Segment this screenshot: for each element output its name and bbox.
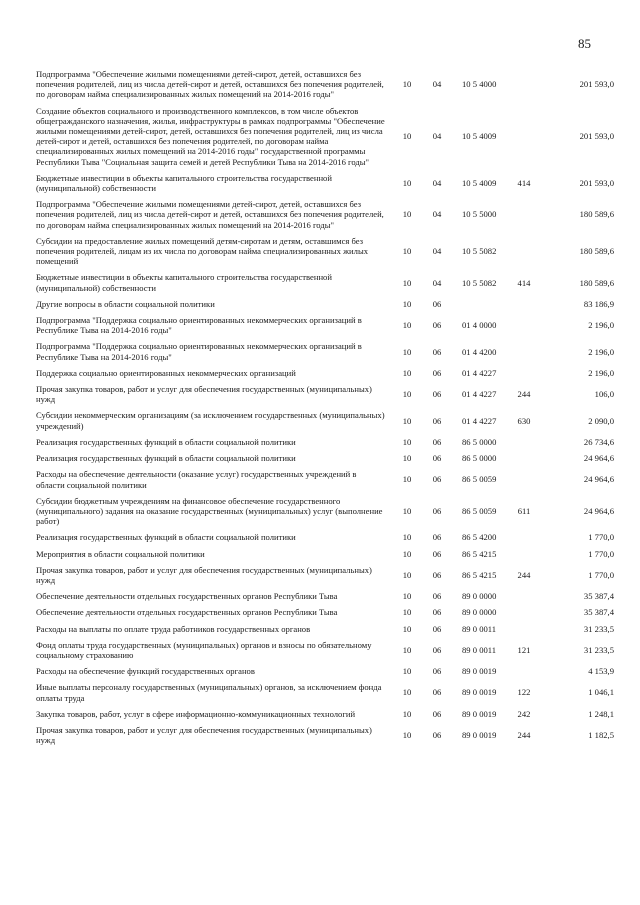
row-name: Расходы на обеспечение функций государственных органов: [36, 666, 255, 677]
row-section: 10: [402, 246, 412, 257]
row-subsection: 06: [432, 474, 442, 485]
row-section: 10: [402, 79, 412, 90]
row-subsection: 04: [432, 177, 442, 188]
row-expense-type: [510, 233, 538, 270]
row-name: Субсидии бюджетным учреждениям на финансовое обеспечение государственного (муниципального) задания на оказание государственных (муниципальных) услуг (выполнение работ): [36, 495, 383, 527]
row-name: Подпрограмма "Поддержка социально ориентированных некоммерческих организаций в Республике Тыва на 2014-2016 годы": [36, 315, 362, 336]
row-subsection: 06: [432, 298, 442, 309]
row-subsection: 06: [432, 367, 442, 378]
table-row: [36, 493, 614, 530]
row-name: Прочая закупка товаров, работ и услуг для обеспечения государственных (муниципальных) нужд: [36, 384, 372, 405]
row-target-code: 01 4 4227: [462, 415, 497, 426]
row-amount: 201 593,0: [579, 177, 614, 188]
row-expense-type: [510, 312, 538, 338]
row-name: Бюджетные инвестиции в объекты капитального строительства государственной (муниципальной) собственности: [36, 272, 332, 293]
table-row: [36, 103, 614, 170]
row-subsection: 04: [432, 131, 442, 142]
row-subsection: 06: [432, 548, 442, 559]
row-section: 10: [402, 591, 412, 602]
row-name: Обеспечение деятельности отдельных государственных органов Республики Тыва: [36, 607, 338, 618]
row-expense-type: [510, 103, 538, 170]
row-section: 10: [402, 209, 412, 220]
row-target-code: 01 4 4227: [462, 367, 497, 378]
row-section: 10: [402, 644, 412, 655]
row-amount: 2 196,0: [588, 346, 614, 357]
row-amount: 2 196,0: [588, 320, 614, 331]
table-row: [36, 604, 614, 620]
row-section: 10: [402, 607, 412, 618]
row-section: 10: [402, 532, 412, 543]
row-subsection: 06: [432, 607, 442, 618]
row-section: 10: [402, 569, 412, 580]
row-amount: 180 589,6: [579, 246, 614, 257]
row-section: 10: [402, 436, 412, 447]
row-section: 10: [402, 474, 412, 485]
table-row: [36, 529, 614, 545]
row-name: Расходы на выплаты по оплате труда работников государственных органов: [36, 623, 311, 634]
table-row: [36, 562, 614, 588]
row-amount: 35 387,4: [583, 591, 614, 602]
row-subsection: 04: [432, 79, 442, 90]
table-row: [36, 706, 614, 722]
row-subsection: 06: [432, 591, 442, 602]
row-expense-type: 414: [517, 177, 531, 188]
row-subsection: 06: [432, 453, 442, 464]
row-target-code: 86 5 0059: [462, 474, 497, 485]
row-section: 10: [402, 687, 412, 698]
row-amount: 35 387,4: [583, 607, 614, 618]
table-row: [36, 66, 614, 103]
row-section: 10: [402, 453, 412, 464]
row-subsection: 06: [432, 320, 442, 331]
table-row: [36, 296, 614, 312]
row-expense-type: [510, 663, 538, 679]
row-name: Подпрограмма "Обеспечение жилыми помещениями детей-сирот, детей, оставшихся без попечения родителей, лиц из числа детей-сирот и детей, оставшихся без попечения родителей, по договорам найма специализированных жилых помещений на 2014-2016 годы": [36, 199, 384, 230]
row-expense-type: [510, 588, 538, 604]
row-subsection: 04: [432, 246, 442, 257]
row-amount: 31 233,5: [583, 623, 614, 634]
row-expense-type: 242: [517, 708, 531, 719]
row-expense-type: [510, 529, 538, 545]
row-target-code: 89 0 0019: [462, 730, 497, 741]
row-amount: 83 186,9: [583, 298, 614, 309]
row-expense-type: 121: [517, 644, 531, 655]
row-section: 10: [402, 730, 412, 741]
row-amount: 201 593,0: [579, 79, 614, 90]
row-amount: 180 589,6: [579, 209, 614, 220]
row-section: 10: [402, 277, 412, 288]
row-expense-type: [510, 434, 538, 450]
row-target-code: 01 4 4200: [462, 346, 497, 357]
row-target-code: 86 5 4215: [462, 569, 497, 580]
table-row: [36, 663, 614, 679]
row-section: 10: [402, 415, 412, 426]
row-section: 10: [402, 320, 412, 331]
row-section: 10: [402, 367, 412, 378]
table-row: [36, 434, 614, 450]
row-target-code: 89 0 0019: [462, 708, 497, 719]
row-target-code: 86 5 0000: [462, 436, 497, 447]
row-target-code: 89 0 0019: [462, 687, 497, 698]
table-row: [36, 365, 614, 381]
row-subsection: 06: [432, 644, 442, 655]
row-subsection: 06: [432, 389, 442, 400]
row-subsection: 06: [432, 505, 442, 516]
row-section: 10: [402, 548, 412, 559]
row-target-code: 10 5 5000: [462, 209, 497, 220]
row-subsection: 06: [432, 623, 442, 634]
row-name: Подпрограмма "Обеспечение жилыми помещениями детей-сирот, детей, оставшихся без попечения родителей, лиц из числа детей-сирот и детей, оставшихся без попечения родителей, по договорам найма специализированных жилых помещений на 2014-2016 годы": [36, 69, 384, 100]
row-amount: 1 046,1: [588, 687, 614, 698]
row-section: 10: [402, 131, 412, 142]
table-row: [36, 407, 614, 433]
table-row: [36, 621, 614, 637]
row-target-code: 10 5 4009: [462, 177, 497, 188]
row-amount: 106,0: [594, 389, 614, 400]
budget-table: [36, 66, 614, 748]
row-expense-type: [510, 466, 538, 492]
table-row: [36, 233, 614, 270]
row-section: 10: [402, 623, 412, 634]
row-name: Обеспечение деятельности отдельных государственных органов Республики Тыва: [36, 591, 338, 602]
row-amount: 1 770,0: [588, 569, 614, 580]
row-section: 10: [402, 177, 412, 188]
row-subsection: 06: [432, 415, 442, 426]
row-subsection: 06: [432, 436, 442, 447]
row-name: Другие вопросы в области социальной политики: [36, 298, 215, 309]
row-amount: 1 770,0: [588, 532, 614, 543]
row-target-code: 86 5 0000: [462, 453, 497, 464]
row-section: 10: [402, 389, 412, 400]
row-expense-type: 611: [517, 505, 531, 516]
row-subsection: 06: [432, 346, 442, 357]
budget-table-body: [36, 66, 614, 748]
row-target-code: 10 5 4000: [462, 79, 497, 90]
row-name: Бюджетные инвестиции в объекты капитального строительства государственной (муниципальной) собственности: [36, 172, 332, 194]
row-name: Расходы на обеспечение деятельности (оказание услуг) государственных учреждений в области социальной политики: [36, 469, 357, 490]
row-target-code: 89 0 0011: [462, 623, 497, 634]
row-amount: 24 964,6: [583, 453, 614, 464]
row-subsection: 04: [432, 209, 442, 220]
table-row: [36, 466, 614, 492]
row-subsection: 06: [432, 687, 442, 698]
row-expense-type: [510, 621, 538, 637]
row-target-code: 01 4 4227: [462, 389, 497, 400]
row-subsection: 06: [432, 569, 442, 580]
row-name: Фонд оплаты труда государственных (муниципальных) органов и взносы по обязательному социальному страхованию: [36, 639, 372, 660]
row-amount: 201 593,0: [579, 131, 614, 142]
row-subsection: 06: [432, 708, 442, 719]
row-amount: 1 248,1: [588, 708, 614, 719]
row-target-code: 10 5 5082: [462, 246, 497, 257]
row-section: 10: [402, 708, 412, 719]
row-section: 10: [402, 505, 412, 516]
row-expense-type: [510, 296, 538, 312]
row-target-code: 86 5 4215: [462, 548, 497, 559]
row-target-code: 89 0 0000: [462, 591, 497, 602]
row-target-code: 89 0 0000: [462, 607, 497, 618]
row-target-code: 86 5 4200: [462, 532, 497, 543]
row-expense-type: 414: [517, 277, 531, 288]
row-subsection: 06: [432, 730, 442, 741]
row-expense-type: [510, 196, 538, 233]
row-target-code: 86 5 0059: [462, 505, 497, 516]
row-expense-type: 630: [517, 415, 531, 426]
table-row: [36, 450, 614, 466]
table-row: [36, 338, 614, 364]
row-amount: 31 233,5: [583, 644, 614, 655]
row-expense-type: [510, 450, 538, 466]
table-row: [36, 679, 614, 705]
row-name: Иные выплаты персоналу государственных (муниципальных) органов, за исключением фонда оплаты труда: [36, 682, 382, 703]
row-target-code: [452, 296, 510, 312]
row-expense-type: [510, 546, 538, 562]
row-expense-type: [510, 66, 538, 103]
table-row: [36, 637, 614, 663]
row-section: 10: [402, 346, 412, 357]
row-amount: 24 964,6: [583, 505, 614, 516]
row-name: Реализация государственных функций в области социальной политики: [36, 436, 296, 447]
row-name: Субсидии некоммерческим организациям (за исключением государственных (муниципальных) учреждений): [36, 410, 385, 431]
row-amount: 1 182,5: [588, 730, 614, 741]
row-name: Подпрограмма "Поддержка социально ориентированных некоммерческих организаций в Республике Тыва на 2014-2016 годы": [36, 341, 362, 362]
row-amount: 2 090,0: [588, 415, 614, 426]
table-row: [36, 170, 614, 196]
row-target-code: 89 0 0019: [462, 666, 497, 677]
row-name: Создание объектов социального и производственного комплексов, в том числе объектов общегражданского назначения, жилья, инфраструктуры в рамках подпрограммы "Обеспечение жилыми помещениями детей-сирот, детей, оставшихся без попечения родителей, лиц из числа детей-сирот и детей, оставшихся без попечения родителей, по договорам найма специализированных жилых помещений на 2014-2016 годы" государственной программы Республики Тыва "Социальная защита семей и детей Республики Тыва на 2014-2016 годы": [36, 105, 385, 167]
row-expense-type: 122: [517, 687, 531, 698]
row-target-code: 89 0 0011: [462, 644, 497, 655]
row-amount: 1 770,0: [588, 548, 614, 559]
row-expense-type: 244: [517, 730, 531, 741]
row-section: 10: [402, 666, 412, 677]
table-row: [36, 381, 614, 407]
row-name: Прочая закупка товаров, работ и услуг для обеспечения государственных (муниципальных) нужд: [36, 724, 372, 746]
table-row: [36, 546, 614, 562]
row-expense-type: 244: [517, 389, 531, 400]
row-expense-type: 244: [517, 569, 531, 580]
row-target-code: 10 5 5082: [462, 277, 497, 288]
row-name: Поддержка социально ориентированных некоммерческих организаций: [36, 367, 296, 378]
row-expense-type: [510, 338, 538, 364]
table-row: [36, 269, 614, 295]
row-amount: 4 153,9: [588, 666, 614, 677]
row-section: 10: [402, 298, 412, 309]
row-amount: 26 734,6: [583, 436, 614, 447]
row-subsection: 06: [432, 666, 442, 677]
row-expense-type: [510, 604, 538, 620]
row-name: Мероприятия в области социальной политики: [36, 548, 205, 559]
row-subsection: 04: [432, 277, 442, 288]
row-name: Закупка товаров, работ, услуг в сфере информационно-коммуникационных технологий: [36, 708, 356, 719]
row-name: Субсидии на предоставление жилых помещений детям-сиротам и детям, оставшимся без попечения родителей, лицам из их числа по договорам найма специализированных жилых помещений: [36, 235, 369, 267]
row-amount: 24 964,6: [583, 474, 614, 485]
row-amount: 2 196,0: [588, 367, 614, 378]
row-subsection: 06: [432, 532, 442, 543]
table-row: [36, 588, 614, 604]
row-expense-type: [510, 365, 538, 381]
row-target-code: 01 4 0000: [462, 320, 497, 331]
row-name: Реализация государственных функций в области социальной политики: [36, 453, 296, 464]
page-number: 85: [578, 36, 591, 51]
table-row: [36, 312, 614, 338]
table-row: [36, 196, 614, 233]
table-row: [36, 722, 614, 748]
row-name: Прочая закупка товаров, работ и услуг для обеспечения государственных (муниципальных) нужд: [36, 564, 372, 585]
row-target-code: 10 5 4009: [462, 131, 497, 142]
row-name: Реализация государственных функций в области социальной политики: [36, 532, 296, 543]
row-amount: 180 589,6: [579, 277, 614, 288]
